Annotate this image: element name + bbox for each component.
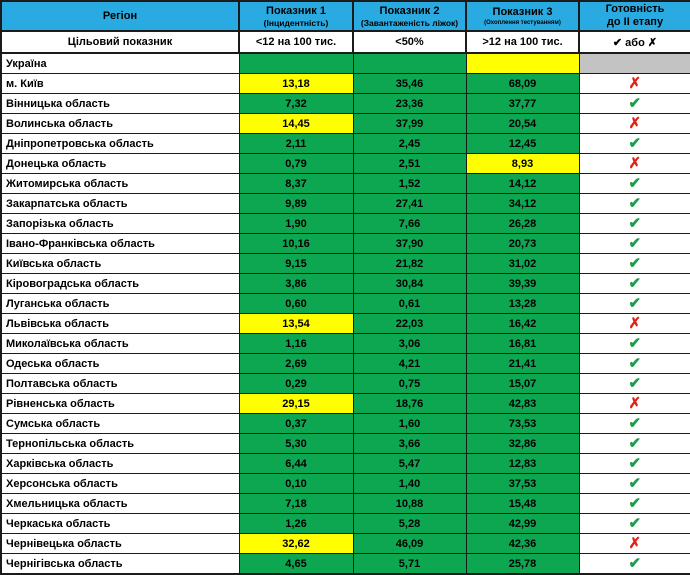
indicator3-cell: 8,93 (466, 154, 579, 174)
check-icon: ✔ (579, 174, 690, 194)
region-cell: Полтавська область (1, 374, 239, 394)
indicator3-cell: 15,48 (466, 494, 579, 514)
readiness-subtitle: до ІІ етапу (606, 16, 664, 28)
table-body (1, 53, 690, 574)
readiness-title: Готовність (605, 3, 665, 15)
indicator2-cell: 0,61 (353, 294, 466, 314)
region-cell: Луганська область (1, 294, 239, 314)
table-row (1, 514, 690, 534)
cross-icon: ✗ (579, 114, 690, 134)
indicator1-cell: 1,90 (239, 214, 353, 234)
region-cell: Львівська область (1, 314, 239, 334)
table-row (1, 274, 690, 294)
cross-icon: ✗ (579, 154, 690, 174)
indicator2-cell: 46,09 (353, 534, 466, 554)
indicator1-cell: 1,16 (239, 334, 353, 354)
check-icon: ✔ (579, 234, 690, 254)
check-icon: ✔ (579, 254, 690, 274)
col-header-indicator3 (466, 1, 579, 31)
indicator1-cell: 0,29 (239, 374, 353, 394)
table-row (1, 314, 690, 334)
indicator1-cell: 4,65 (239, 554, 353, 575)
col-header-region-label: Регіон (102, 9, 138, 22)
indicator2-cell: 27,41 (353, 194, 466, 214)
region-cell: Івано-Франківська область (1, 234, 239, 254)
indicator2-cell: 30,84 (353, 274, 466, 294)
cross-icon: ✗ (579, 394, 690, 414)
check-icon: ✔ (579, 434, 690, 454)
region-cell: Одеська область (1, 354, 239, 374)
table-row (1, 294, 690, 314)
target-indicator3: >12 на 100 тис. (466, 31, 579, 53)
indicator3-cell: 25,78 (466, 554, 579, 575)
region-cell: Чернівецька область (1, 534, 239, 554)
table-row (1, 434, 690, 454)
check-icon: ✔ (579, 294, 690, 314)
indicator1-cell: 0,79 (239, 154, 353, 174)
region-cell: Чернігівська область (1, 554, 239, 575)
region-cell: Херсонська область (1, 474, 239, 494)
indicator1-cell: 5,30 (239, 434, 353, 454)
check-icon: ✔ (579, 454, 690, 474)
indicator1-cell: 6,44 (239, 454, 353, 474)
table-row (1, 94, 690, 114)
indicator2-cell: 2,45 (353, 134, 466, 154)
table-row (1, 53, 690, 74)
indicator2-cell (353, 53, 466, 74)
check-icon: ✔ (579, 94, 690, 114)
table-row (1, 154, 690, 174)
target-row (1, 31, 690, 53)
region-cell: Закарпатська область (1, 194, 239, 214)
indicator3-cell: 42,99 (466, 514, 579, 534)
target-indicator1: <12 на 100 тис. (239, 31, 353, 53)
check-icon: ✔ (579, 474, 690, 494)
region-cell: Дніпропетровська область (1, 134, 239, 154)
indicator2-cell: 4,21 (353, 354, 466, 374)
indicator1-cell: 13,18 (239, 74, 353, 94)
indicator3-cell: 34,12 (466, 194, 579, 214)
indicator2-cell: 7,66 (353, 214, 466, 234)
indicator1-cell: 0,10 (239, 474, 353, 494)
table-row (1, 494, 690, 514)
indicator2-cell: 3,06 (353, 334, 466, 354)
indicator2-cell: 3,66 (353, 434, 466, 454)
check-icon: ✔ (579, 354, 690, 374)
region-cell: Хмельницька область (1, 494, 239, 514)
table-row (1, 74, 690, 94)
indicator1-cell: 2,69 (239, 354, 353, 374)
indicator1-title: Показник 1 (266, 4, 326, 17)
indicator3-cell: 73,53 (466, 414, 579, 434)
indicator2-cell: 18,76 (353, 394, 466, 414)
indicator2-cell: 35,46 (353, 74, 466, 94)
region-cell: Київська область (1, 254, 239, 274)
indicator2-title: Показник 2 (379, 4, 440, 17)
indicator2-cell: 23,36 (353, 94, 466, 114)
col-header-readiness (579, 1, 690, 31)
region-cell: Волинська область (1, 114, 239, 134)
table-row (1, 214, 690, 234)
region-cell: Миколаївська область (1, 334, 239, 354)
check-icon: ✔ (579, 334, 690, 354)
indicator3-cell: 42,83 (466, 394, 579, 414)
table-row (1, 414, 690, 434)
indicator1-cell: 10,16 (239, 234, 353, 254)
region-cell: Рівненська область (1, 394, 239, 414)
indicator1-cell: 7,18 (239, 494, 353, 514)
indicator3-title: Показник 3 (492, 5, 553, 18)
indicator3-cell: 39,39 (466, 274, 579, 294)
indicator1-cell: 14,45 (239, 114, 353, 134)
indicator3-cell: 37,53 (466, 474, 579, 494)
indicator2-cell: 5,47 (353, 454, 466, 474)
table-row (1, 134, 690, 154)
check-icon: ✔ (579, 374, 690, 394)
indicator1-cell: 2,11 (239, 134, 353, 154)
readiness-cell (579, 53, 690, 74)
indicator2-subtitle: (Завантаженість ліжок) (360, 17, 459, 28)
target-label: Цільовий показник (1, 31, 239, 53)
indicator1-cell: 7,32 (239, 94, 353, 114)
indicator2-cell: 10,88 (353, 494, 466, 514)
indicator1-cell: 8,37 (239, 174, 353, 194)
indicator2-cell: 2,51 (353, 154, 466, 174)
table-row (1, 174, 690, 194)
col-header-region (1, 1, 239, 31)
indicator1-subtitle: (Інцидентність) (263, 17, 329, 28)
check-icon: ✔ (579, 214, 690, 234)
indicator1-cell: 13,54 (239, 314, 353, 334)
region-cell: Донецька область (1, 154, 239, 174)
indicator1-cell: 1,26 (239, 514, 353, 534)
table-row (1, 534, 690, 554)
indicator3-cell: 20,73 (466, 234, 579, 254)
check-icon: ✔ (579, 494, 690, 514)
check-icon: ✔ (579, 274, 690, 294)
indicator1-cell: 9,15 (239, 254, 353, 274)
indicator1-cell: 29,15 (239, 394, 353, 414)
indicator1-cell: 9,89 (239, 194, 353, 214)
col-header-indicator2 (353, 1, 466, 31)
table-row (1, 334, 690, 354)
table-row (1, 194, 690, 214)
check-icon: ✔ (579, 554, 690, 575)
indicator2-cell: 1,52 (353, 174, 466, 194)
indicator3-cell: 31,02 (466, 254, 579, 274)
target-indicator2: <50% (353, 31, 466, 53)
region-cell: Кіровоградська область (1, 274, 239, 294)
table-row (1, 474, 690, 494)
indicator3-cell (466, 53, 579, 74)
table-row (1, 394, 690, 414)
indicator3-cell: 12,83 (466, 454, 579, 474)
indicator3-cell: 32,86 (466, 434, 579, 454)
table-row (1, 454, 690, 474)
region-cell: Житомирська область (1, 174, 239, 194)
region-cell: Україна (1, 53, 239, 74)
target-readiness: ✔ або ✗ (579, 31, 690, 53)
indicator3-subtitle: (Охоплення тестуванням) (484, 19, 561, 26)
indicator2-cell: 5,71 (353, 554, 466, 575)
cross-icon: ✗ (579, 74, 690, 94)
indicator2-cell: 37,99 (353, 114, 466, 134)
indicator3-cell: 26,28 (466, 214, 579, 234)
table-row (1, 374, 690, 394)
indicator3-cell: 13,28 (466, 294, 579, 314)
indicator2-cell: 1,40 (353, 474, 466, 494)
indicator1-cell: 3,86 (239, 274, 353, 294)
cross-icon: ✗ (579, 534, 690, 554)
region-cell: м. Київ (1, 74, 239, 94)
table-row (1, 554, 690, 575)
check-icon: ✔ (579, 514, 690, 534)
indicator3-cell: 14,12 (466, 174, 579, 194)
indicator3-cell: 42,36 (466, 534, 579, 554)
region-cell: Вінницька область (1, 94, 239, 114)
col-header-indicator1 (239, 1, 353, 31)
indicator2-cell: 22,03 (353, 314, 466, 334)
indicator3-cell: 21,41 (466, 354, 579, 374)
table-row (1, 354, 690, 374)
check-icon: ✔ (579, 134, 690, 154)
table-row (1, 254, 690, 274)
indicator2-cell: 1,60 (353, 414, 466, 434)
indicator3-cell: 16,81 (466, 334, 579, 354)
region-cell: Харківська область (1, 454, 239, 474)
region-cell: Сумська область (1, 414, 239, 434)
region-cell: Запорізька область (1, 214, 239, 234)
indicator1-cell: 0,37 (239, 414, 353, 434)
table-row (1, 234, 690, 254)
indicator1-cell: 0,60 (239, 294, 353, 314)
indicator3-cell: 68,09 (466, 74, 579, 94)
indicator1-cell: 32,62 (239, 534, 353, 554)
header-row (1, 1, 690, 31)
check-icon: ✔ (579, 414, 690, 434)
region-cell: Тернопільська область (1, 434, 239, 454)
check-icon: ✔ (579, 194, 690, 214)
indicator2-cell: 5,28 (353, 514, 466, 534)
indicator3-cell: 15,07 (466, 374, 579, 394)
indicator2-cell: 37,90 (353, 234, 466, 254)
indicator3-cell: 37,77 (466, 94, 579, 114)
indicator2-cell: 0,75 (353, 374, 466, 394)
indicator3-cell: 16,42 (466, 314, 579, 334)
table-row (1, 114, 690, 134)
indicator2-cell: 21,82 (353, 254, 466, 274)
region-cell: Черкаська область (1, 514, 239, 534)
indicator3-cell: 12,45 (466, 134, 579, 154)
indicator3-cell: 20,54 (466, 114, 579, 134)
cross-icon: ✗ (579, 314, 690, 334)
indicator1-cell (239, 53, 353, 74)
